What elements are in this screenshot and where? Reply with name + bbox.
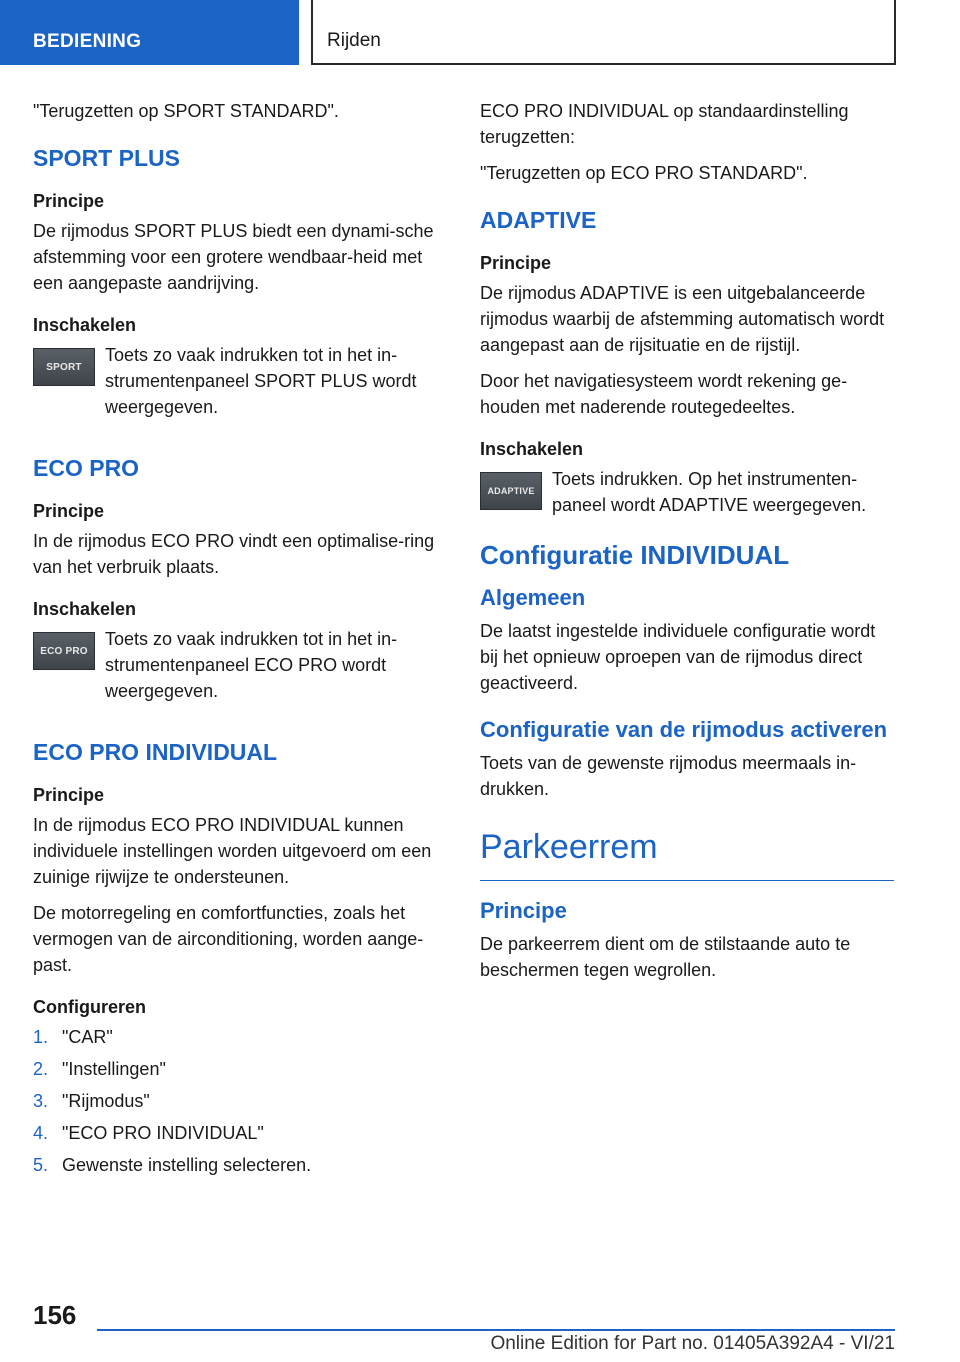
header-chapter: Rijden bbox=[311, 0, 896, 65]
adaptive-inschakelen-text: Toets indrukken. Op het instrumenten-paneel wordt ADAPTIVE weergegeven. bbox=[552, 469, 867, 515]
step-number: 5. bbox=[33, 1155, 49, 1175]
list-item bbox=[33, 1120, 445, 1146]
step-text: "Rijmodus" bbox=[62, 1091, 150, 1111]
right-column bbox=[480, 98, 894, 993]
left-column bbox=[33, 98, 445, 1184]
configureren-steps bbox=[33, 1024, 445, 1178]
footer-edition: Online Edition for Part no. 01405A392A4 - VI/21 bbox=[490, 1333, 895, 1354]
eco-pro-principe-text: In de rijmodus ECO PRO vindt een optimalise-ring van het verbruik plaats. bbox=[33, 531, 435, 577]
eco-pro-individual-extra-text: De motorregeling en comfortfuncties, zoals het vermogen van de airconditioning, worden aange-past. bbox=[33, 903, 424, 975]
adaptive-button-icon: ADAPTIVE bbox=[480, 472, 542, 510]
configureren-heading: Configureren bbox=[33, 997, 147, 1017]
parkeerrem-principe-heading: Principe bbox=[480, 898, 567, 923]
algemeen-text: De laatst ingestelde individuele configuratie wordt bij het opnieuw oproepen van de rijmodus direct geactiveerd. bbox=[480, 621, 876, 693]
eco-pro-title: ECO PRO bbox=[33, 455, 140, 481]
sport-plus-inschakelen-text: Toets zo vaak indrukken tot in het in-strumentenpaneel SPORT PLUS wordt weergegeven. bbox=[105, 345, 417, 417]
adaptive-extra-text: Door het navigatiesysteem wordt rekening ge-houden met naderende routegedeeltes. bbox=[480, 371, 848, 417]
sport-plus-instruction bbox=[33, 342, 445, 420]
parkeerrem-title: Parkeerrem bbox=[480, 826, 894, 881]
algemeen-heading: Algemeen bbox=[480, 585, 586, 610]
config-activeren-heading: Configuratie van de rijmodus activeren bbox=[480, 717, 888, 742]
sport-button-icon: SPORT bbox=[33, 348, 95, 386]
list-item bbox=[33, 1088, 445, 1114]
sport-plus-title: SPORT PLUS bbox=[33, 145, 180, 171]
eco-pro-button-icon: ECO PRO bbox=[33, 632, 95, 670]
step-number: 3. bbox=[33, 1091, 49, 1111]
parkeerrem-principe-text: De parkeerrem dient om de stilstaande auto te beschermen tegen wegrollen. bbox=[480, 934, 851, 980]
eco-pro-inschakelen-text: Toets zo vaak indrukken tot in het in-strumentenpaneel ECO PRO wordt weergegeven. bbox=[105, 629, 398, 701]
eco-pro-instruction bbox=[33, 626, 445, 704]
step-text: "Instellingen" bbox=[62, 1059, 166, 1079]
adaptive-title: ADAPTIVE bbox=[480, 207, 597, 233]
list-item bbox=[33, 1056, 445, 1082]
adaptive-instruction bbox=[480, 466, 894, 518]
step-number: 2. bbox=[33, 1059, 49, 1079]
page-number: 156 bbox=[33, 1300, 77, 1330]
config-activeren-text: Toets van de gewenste rijmodus meermaals in-drukken. bbox=[480, 753, 857, 799]
reset-intro-text: ECO PRO INDIVIDUAL op standaardinstelling terugzetten: bbox=[480, 101, 849, 147]
step-number: 1. bbox=[33, 1027, 49, 1047]
adaptive-principe-text: De rijmodus ADAPTIVE is een uitgebalanceerde rijmodus waarbij de afstemming automatisch wordt aangepast aan de rijsituatie en de rijstijl. bbox=[480, 283, 885, 355]
list-item bbox=[33, 1024, 445, 1050]
eco-pro-principe-heading: Principe bbox=[33, 501, 105, 521]
intro-text: "Terugzetten op SPORT STANDARD". bbox=[33, 101, 339, 121]
sport-plus-principe-text: De rijmodus SPORT PLUS biedt een dynami-sche afstemming voor een grotere wendbaar-heid met een aangepaste aandrijving. bbox=[33, 221, 434, 293]
sport-plus-principe-heading: Principe bbox=[33, 191, 105, 211]
config-individual-title: Configuratie INDIVIDUAL bbox=[480, 540, 790, 570]
step-text: "ECO PRO INDIVIDUAL" bbox=[62, 1123, 264, 1143]
footer-divider bbox=[97, 1329, 895, 1331]
header-section: BEDIENING bbox=[0, 0, 299, 65]
reset-value-text: "Terugzetten op ECO PRO STANDARD". bbox=[480, 163, 808, 183]
step-text: "CAR" bbox=[62, 1027, 113, 1047]
sport-plus-inschakelen-heading: Inschakelen bbox=[33, 315, 137, 335]
eco-pro-individual-principe-heading: Principe bbox=[33, 785, 105, 805]
step-text: Gewenste instelling selecteren. bbox=[62, 1155, 312, 1175]
eco-pro-individual-principe-text: In de rijmodus ECO PRO INDIVIDUAL kunnen individuele instellingen worden uitgevoerd om een zuinige rijwijze te ondersteunen. bbox=[33, 815, 432, 887]
step-number: 4. bbox=[33, 1123, 49, 1143]
adaptive-principe-heading: Principe bbox=[480, 253, 552, 273]
adaptive-inschakelen-heading: Inschakelen bbox=[480, 439, 584, 459]
eco-pro-individual-title: ECO PRO INDIVIDUAL bbox=[33, 739, 278, 765]
eco-pro-inschakelen-heading: Inschakelen bbox=[33, 599, 137, 619]
list-item bbox=[33, 1152, 445, 1178]
